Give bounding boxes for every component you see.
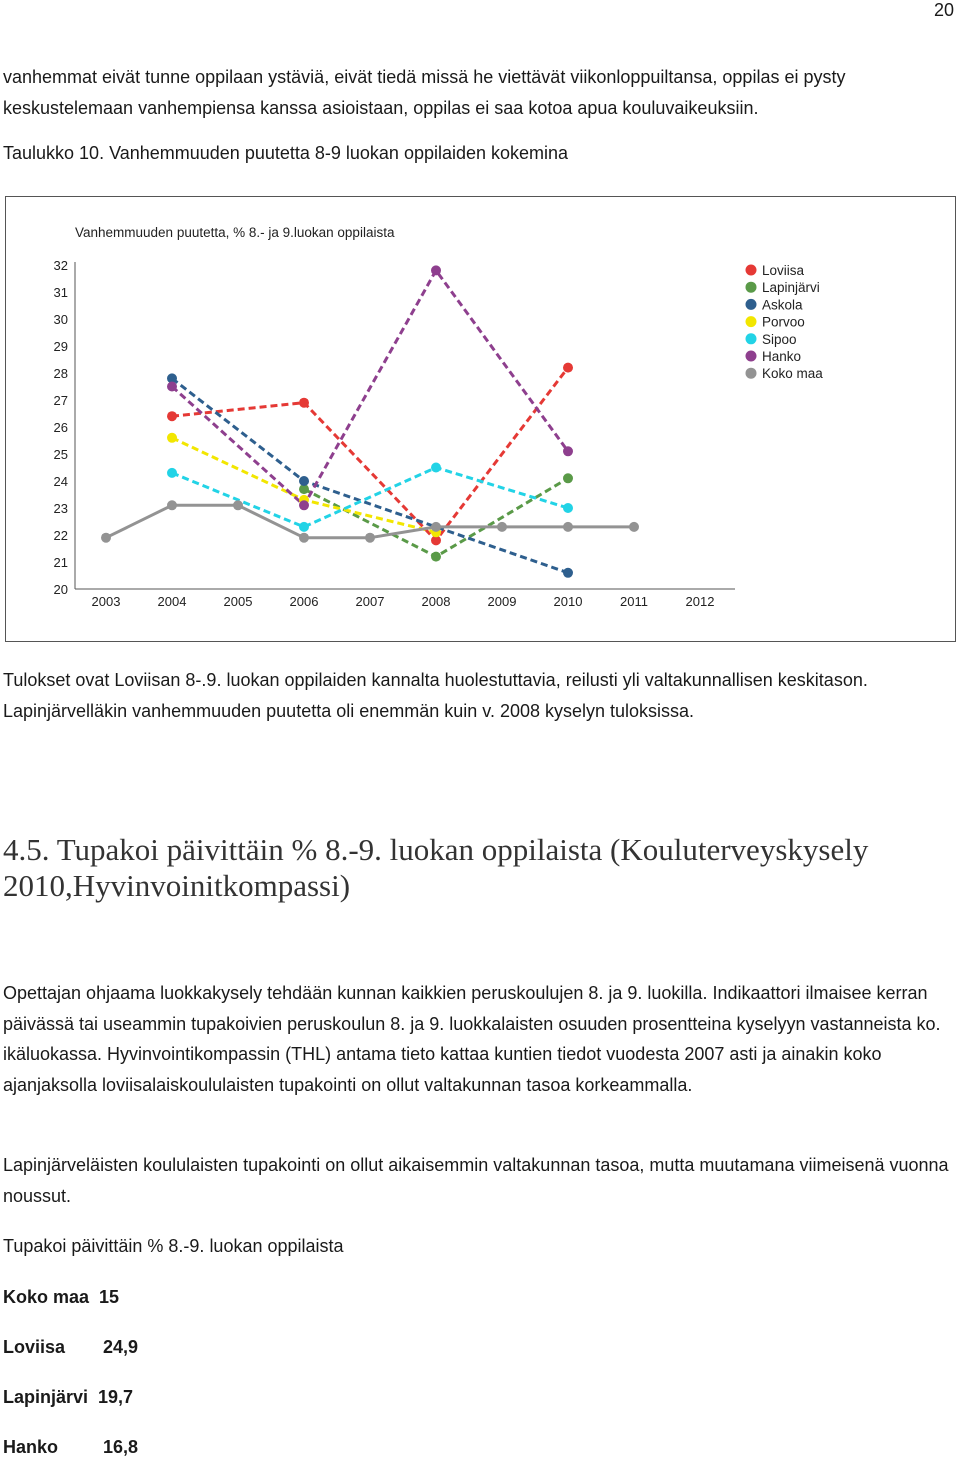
data-point xyxy=(101,533,111,543)
stat-row-loviisa xyxy=(3,1337,138,1358)
data-point xyxy=(167,468,177,478)
y-tick-label: 22 xyxy=(53,528,68,543)
legend-label: Sipoo xyxy=(762,331,797,347)
x-tick-label: 2009 xyxy=(487,594,517,609)
data-point xyxy=(563,363,573,373)
x-tick-label: 2010 xyxy=(553,594,583,609)
y-tick-label: 21 xyxy=(53,555,68,570)
data-point xyxy=(167,500,177,510)
data-point xyxy=(299,398,309,408)
x-tick-label: 2008 xyxy=(421,594,451,609)
x-tick-label: 2011 xyxy=(620,594,648,609)
data-point xyxy=(431,522,441,532)
x-tick-label: 2006 xyxy=(289,594,319,609)
y-tick-label: 30 xyxy=(53,312,68,327)
x-tick-label: 2012 xyxy=(685,594,715,609)
legend-label: Askola xyxy=(762,297,803,313)
legend-label: Porvoo xyxy=(762,314,805,330)
data-point xyxy=(167,382,177,392)
y-tick-label: 28 xyxy=(53,366,68,381)
stat-value: 19,7 xyxy=(98,1387,134,1407)
x-tick-label: 2003 xyxy=(91,594,121,609)
data-point xyxy=(497,522,507,532)
y-tick-label: 29 xyxy=(53,339,68,354)
y-tick-label: 20 xyxy=(53,582,68,597)
smoking-paragraph-1: Opettajan ohjaama luokkakysely tehdään kunnan kaikkien peruskoulujen 8. ja 9. luokilla. Indikaattori ilmaisee kerran päivässä tai useammin tupakoivien peruskoulun 8. ja 9. luokkalaisten osuuden prosentteina kyselyyn vastanneista ko. ikäluokassa. Hyvinvointikompassin (THL) antama tieto kattaa kuntien tiedot vuodesta 2007 asti ja ainakin koko ajanjaksolla loviisalaiskoululaisten tupakointi on ollut valtakunnan tasoa korkeammalla. xyxy=(3,983,941,1095)
data-point xyxy=(299,522,309,532)
data-point xyxy=(299,476,309,486)
legend-label: Koko maa xyxy=(762,366,823,382)
y-tick-label: 23 xyxy=(53,501,68,516)
stat-value: 24,9 xyxy=(103,1337,139,1357)
y-tick-label: 24 xyxy=(53,474,68,489)
stat-row-lapinjarvi xyxy=(3,1387,133,1408)
data-point xyxy=(563,473,573,483)
data-point xyxy=(563,503,573,513)
data-point xyxy=(167,433,177,443)
page-number: 20 xyxy=(933,0,954,20)
stat-value: 15 xyxy=(99,1287,120,1307)
legend-swatch xyxy=(746,368,757,379)
legend-swatch xyxy=(746,333,757,344)
stat-label: Loviisa xyxy=(3,1337,66,1357)
smoking-paragraph-2: Lapinjärveläisten koululaisten tupakointi on ollut aikaisemmin valtakunnan tasoa, mutta muutamana viimeisenä vuonna noussut. xyxy=(3,1155,949,1206)
stat-label: Lapinjärvi xyxy=(3,1387,89,1407)
data-point xyxy=(431,265,441,275)
stat-value: 16,8 xyxy=(103,1437,139,1457)
data-point xyxy=(167,411,177,421)
y-tick-label: 32 xyxy=(53,258,68,273)
x-tick-label: 2007 xyxy=(355,594,385,609)
table-caption: Taulukko 10. Vanhemmuuden puutetta 8-9 luokan oppilaiden kokemina xyxy=(3,143,569,163)
stat-label: Hanko xyxy=(3,1437,59,1457)
data-point xyxy=(563,568,573,578)
chart-title: Vanhemmuuden puutetta, % 8.- ja 9.luokan oppilaista xyxy=(75,225,395,240)
legend-swatch xyxy=(746,351,757,362)
result-paragraph: Tulokset ovat Loviisan 8-.9. luokan oppilaiden kannalta huolestuttavia, reilusti yli valtakunnallisen keskitason. Lapinjärvelläkin vanhemmuuden puutetta oli enemmän kuin v. 2008 kyselyn tuloksissa. xyxy=(3,670,868,721)
data-point xyxy=(629,522,639,532)
legend-label: Lapinjärvi xyxy=(762,280,820,296)
data-point xyxy=(563,522,573,532)
y-tick-label: 31 xyxy=(53,285,68,300)
legend-swatch xyxy=(746,316,757,327)
y-tick-label: 27 xyxy=(53,393,68,408)
data-point xyxy=(431,552,441,562)
intro-paragraph: vanhemmat eivät tunne oppilaan ystäviä, eivät tiedä missä he viettävät viikonloppuiltansa, oppilas ei pysty keskustelemaan vanhempiensa kanssa asioistaan, oppilas ei saa kotoa apua kouluvaikeuksiin. xyxy=(3,67,846,118)
legend-label: Hanko xyxy=(762,349,802,364)
smoking-caption: Tupakoi päivittäin % 8.-9. luokan oppilaista xyxy=(3,1236,344,1256)
section-heading: 4.5. Tupakoi päivittäin % 8.-9. luokan oppilaista (Kouluterveyskysely 2010,Hyvinvoinitkompassi) xyxy=(3,832,869,903)
series-line-4 xyxy=(172,468,568,527)
stat-row-hanko xyxy=(3,1437,138,1458)
data-point xyxy=(299,500,309,510)
y-tick-label: 25 xyxy=(53,447,68,462)
data-point xyxy=(563,446,573,456)
data-point xyxy=(299,533,309,543)
chart-frame xyxy=(5,196,956,642)
series-line-2 xyxy=(172,378,568,572)
data-point xyxy=(233,500,243,510)
parenting-deficit-chart xyxy=(6,197,955,641)
data-point xyxy=(365,533,375,543)
data-point xyxy=(431,463,441,473)
legend-swatch xyxy=(746,299,757,310)
x-tick-label: 2005 xyxy=(223,594,253,609)
x-tick-label: 2004 xyxy=(157,594,187,609)
legend-label: Loviisa xyxy=(762,263,805,278)
stat-label: Koko maa xyxy=(3,1287,90,1307)
legend-swatch xyxy=(746,282,757,293)
y-tick-label: 26 xyxy=(53,420,68,435)
stat-row-koko-maa xyxy=(3,1287,119,1308)
legend-swatch xyxy=(746,265,757,276)
